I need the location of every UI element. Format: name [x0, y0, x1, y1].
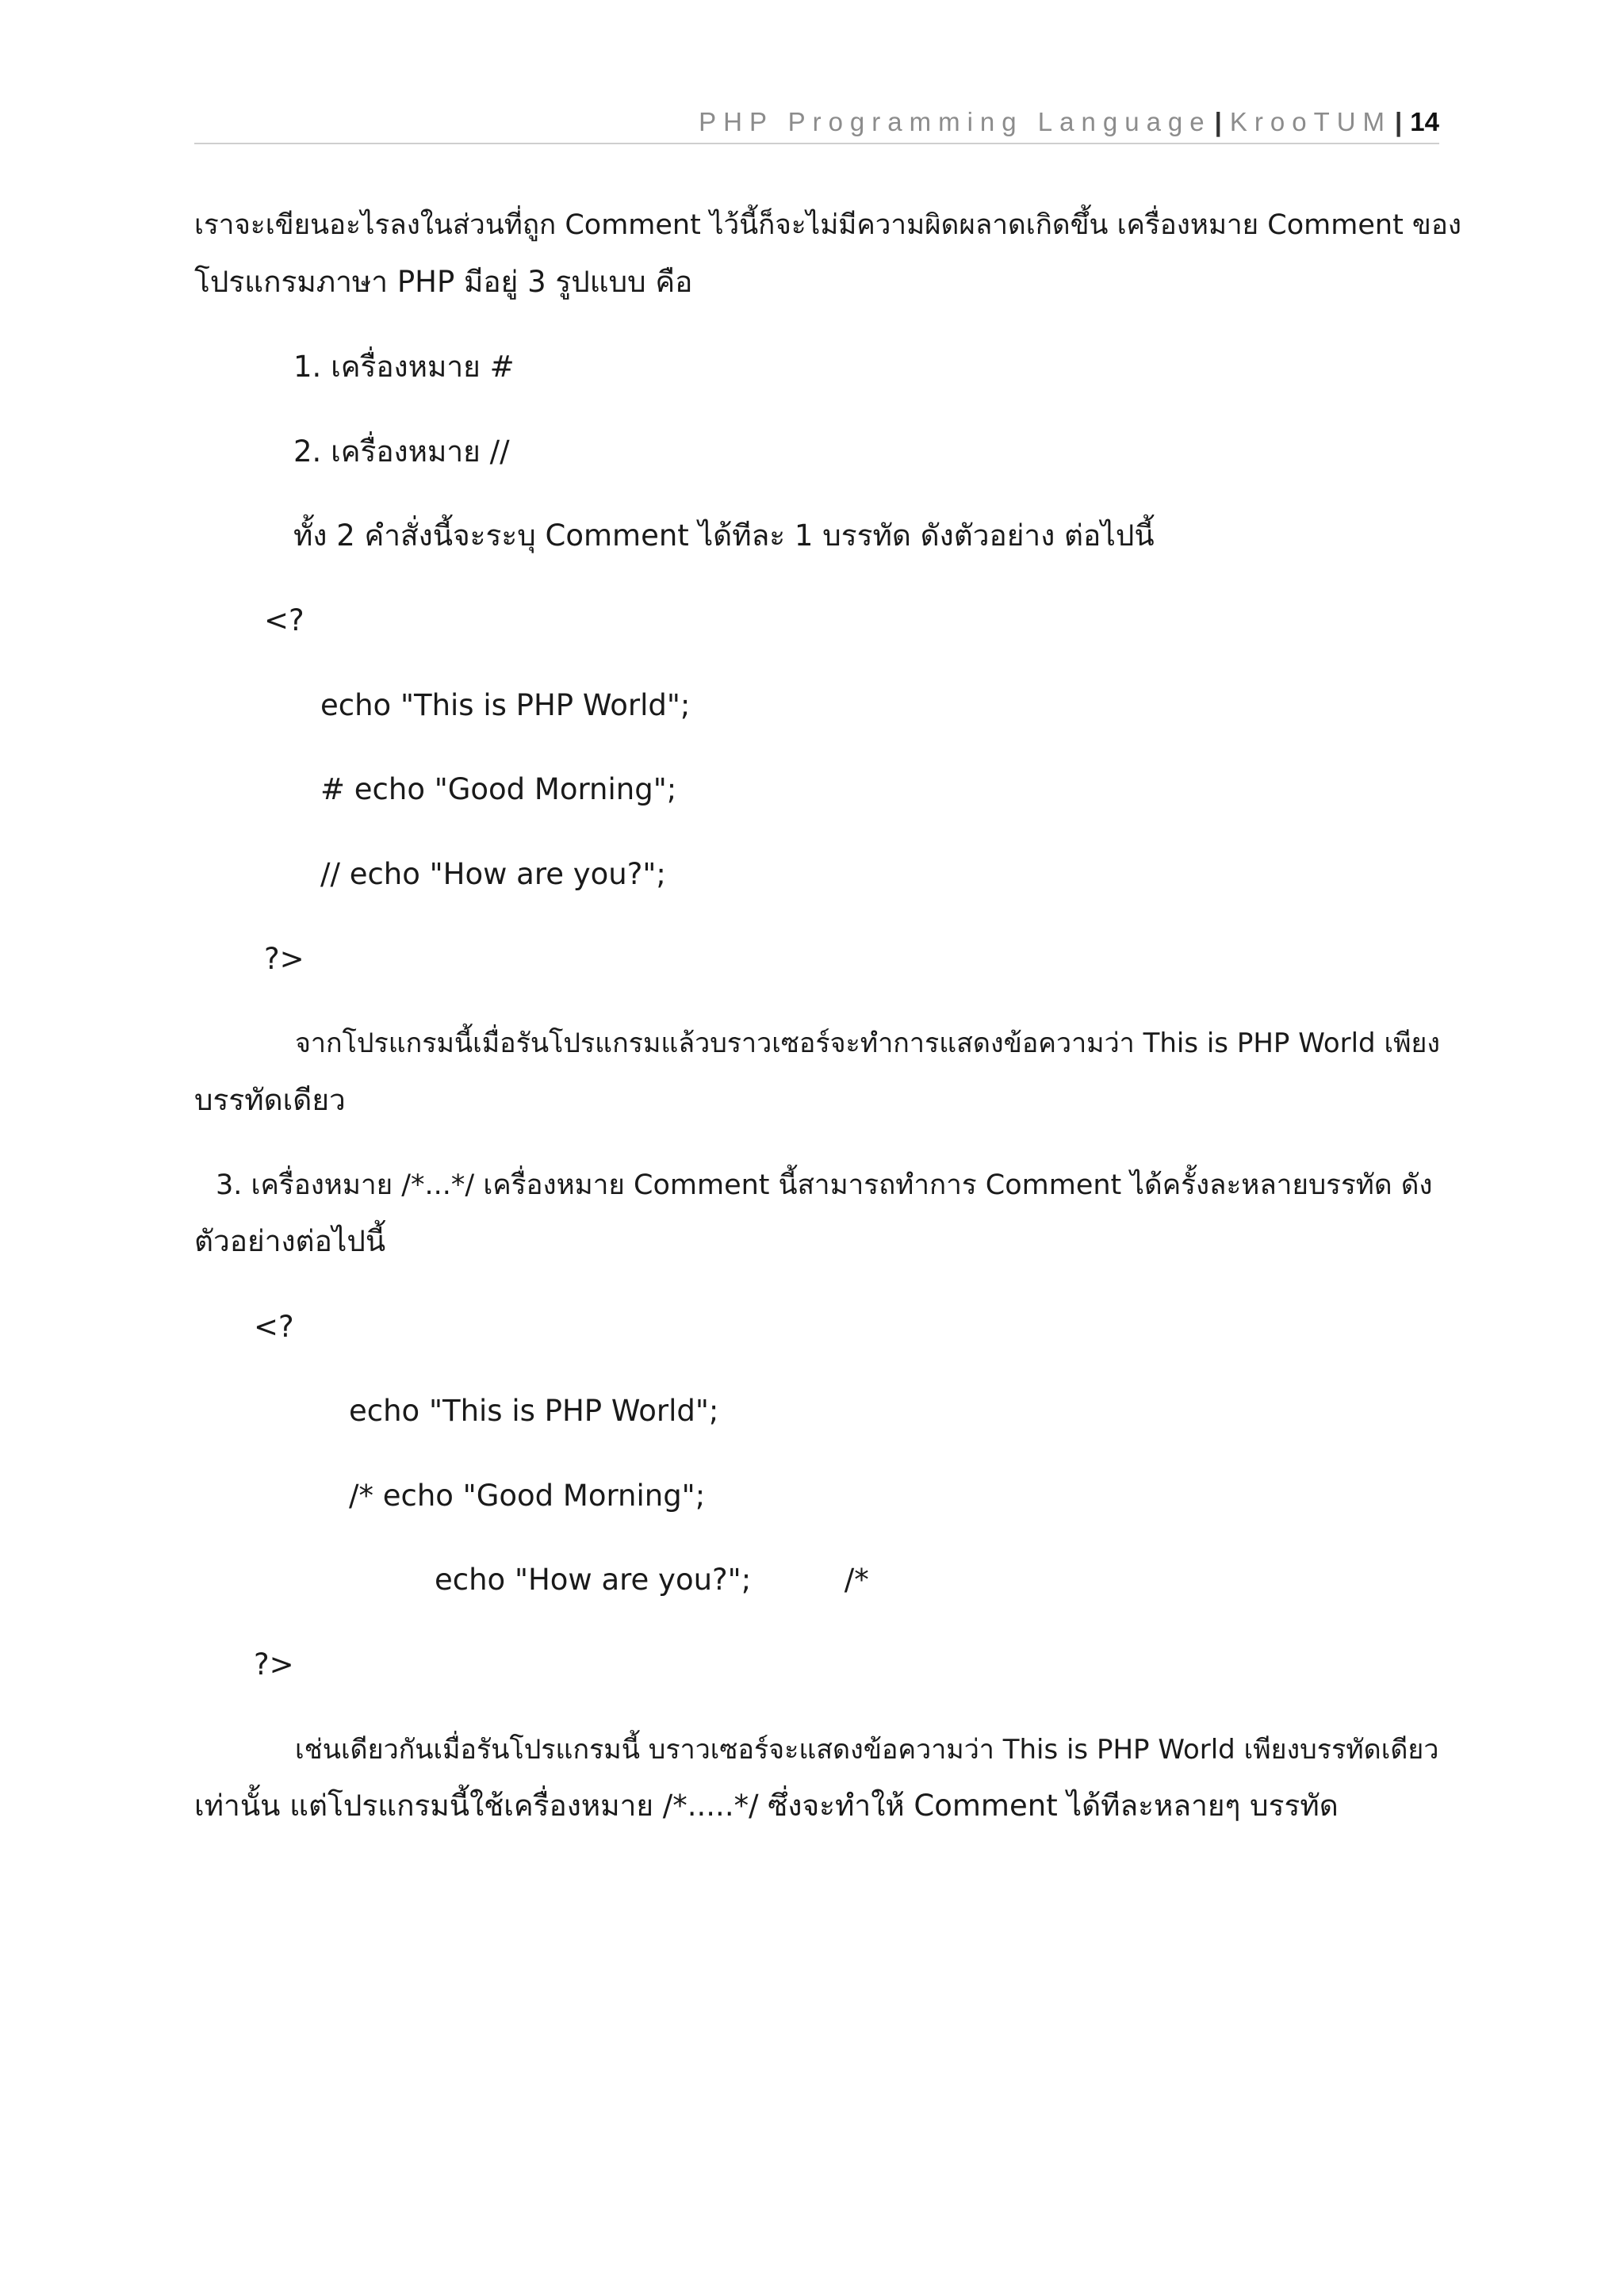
paragraph-line: ตัวอย่างต่อไปนี้: [194, 1224, 386, 1258]
list-item: 1. เครื่องหมาย #: [293, 350, 515, 384]
paragraph-line: เท่านั้น แต่โปรแกรมนี้ใช้เครื่องหมาย /*.....*/ ซึ่งจะทำให้ Comment ได้ทีละหลายๆ บรรทัด: [194, 1789, 1339, 1823]
paragraph-line: บรรทัดเดียว: [194, 1083, 346, 1117]
code-line: echo "This is PHP World";: [320, 688, 691, 722]
header-rule: [194, 143, 1439, 144]
code-line: /* echo "Good Morning";: [349, 1479, 706, 1513]
header-author: KrooTUM: [1229, 107, 1392, 136]
code-line: ?>: [264, 942, 304, 976]
list-item: 3. เครื่องหมาย /*...*/ เครื่องหมาย Comment นี้สามารถทำการ Comment ได้ครั้งละหลายบรรทัด ดัง: [216, 1169, 1433, 1201]
code-line: ?>: [254, 1647, 294, 1682]
header-separator: |: [1395, 107, 1403, 136]
paragraph-line: เราจะเขียนอะไรลงในส่วนที่ถูก Comment ไว้นี้ก็จะไม่มีความผิดผลาดเกิดขึ้น เครื่องหมาย Comment ของ: [194, 209, 1461, 241]
page-number: 14: [1410, 107, 1439, 136]
code-line: echo "This is PHP World";: [349, 1394, 719, 1428]
paragraph-line: เช่นเดียวกันเมื่อรันโปรแกรมนี้ บราวเซอร์จะแสดงข้อความว่า This is PHP World เพียงบรรทัดเดียว: [295, 1734, 1439, 1766]
header-title: PHP Programming Language: [699, 107, 1212, 136]
code-line: <?: [254, 1310, 294, 1344]
code-line: <?: [264, 603, 304, 637]
code-line: echo "How are you?"; /*: [435, 1563, 869, 1597]
paragraph-line: ทั้ง 2 คำสั่งนี้จะระบุ Comment ได้ทีละ 1 บรรทัด ดังตัวอย่าง ต่อไปนี้: [293, 519, 1155, 553]
paragraph-line: จากโปรแกรมนี้เมื่อรันโปรแกรมแล้วบราวเซอร์จะทำการแสดงข้อความว่า This is PHP World เพียง: [295, 1027, 1441, 1059]
code-line: # echo "Good Morning";: [320, 772, 677, 806]
list-item: 2. เครื่องหมาย //: [293, 434, 510, 469]
paragraph-line: โปรแกรมภาษา PHP มีอยู่ 3 รูปแบบ คือ: [194, 265, 693, 299]
code-line: // echo "How are you?";: [320, 857, 666, 891]
header-separator: |: [1214, 107, 1222, 136]
page-header: [194, 100, 1439, 144]
